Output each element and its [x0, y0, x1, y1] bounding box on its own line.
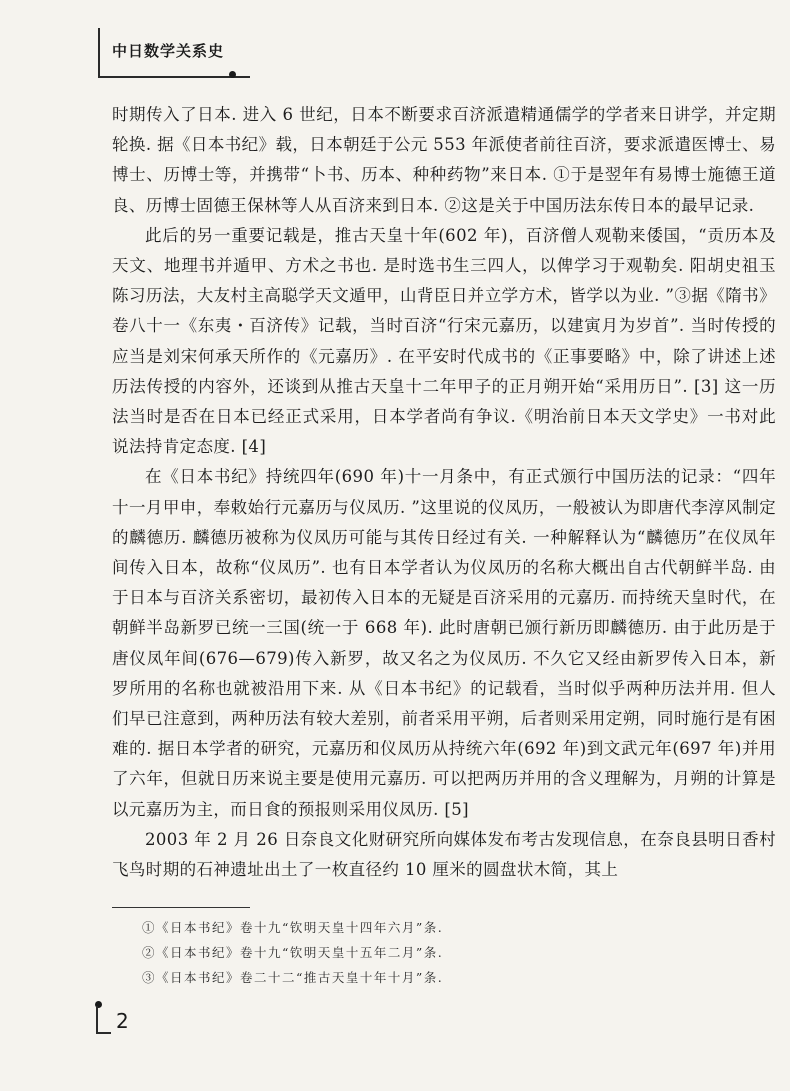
folio-bracket-ornament [96, 1006, 111, 1034]
body-text [112, 100, 776, 885]
page-number: 2 [116, 1009, 129, 1033]
footnotes [142, 915, 742, 990]
footnote: ①《日本书纪》卷十九“钦明天皇十四年六月”条. [142, 920, 444, 935]
paragraph: 时期传入了日本. 进入 6 世纪，日本不断要求百济派遣精通儒学的学者来日讲学，并定期轮换. 据《日本书纪》载，日本朝廷于公元 553 年派使者前往百济，要求派遣医博士、易博士、历博士等，并携带“卜书、历本、种种药物”来日本. ①于是翌年有易博士施德王道良、历博士固德王保林等人从百济来到日本. ②这是关于中国历法东传日本的最早记录. [112, 105, 776, 215]
paragraph: 此后的另一重要记载是，推古天皇十年(602 年)，百济僧人观勒来倭国，“贡历本及天文、地理书并遁甲、方术之书也. 是时选书生三四人，以俾学习于观勒矣. 阳胡史祖玉陈习历法，大友村主高聪学天文遁甲，山背臣日并立学方术，皆学以为业. ”③据《隋书》卷八十一《东夷・百济传》记载，当时百济“行宋元嘉历，以建寅月为岁首”. 当时传授的应当是刘宋何承天所作的《元嘉历》. 在平安时代成书的《正事要略》中，除了讲述上述历法传授的内容外，还谈到从推古天皇十二年甲子的正月朔开始“采用历日”. [3] 这一历法当时是否在日本已经正式采用，日本学者尚有争议.《明治前日本天文学史》一书对此说法持肯定态度. [4] [112, 225, 776, 457]
header-dot-ornament [229, 71, 236, 78]
footnote: ②《日本书纪》卷十九“钦明天皇十五年二月”条. [142, 945, 444, 960]
running-header-title: 中日数学关系史 [112, 42, 225, 60]
footnote-separator [112, 907, 250, 908]
paragraph: 2003 年 2 月 26 日奈良文化财研究所向媒体发布考古发现信息，在奈良县明日香村飞鸟时期的石神遗址出土了一枚直径约 10 厘米的圆盘状木简，其上 [112, 829, 776, 880]
footnote: ③《日本书纪》卷二十二“推古天皇十年十月”条. [142, 970, 444, 985]
paragraph: 在《日本书纪》持统四年(690 年)十一月条中，有正式颁行中国历法的记录：“四年十一月甲申，奉敕始行元嘉历与仪凤历. ”这里说的仪凤历，一般被认为即唐代李淳风制定的麟德历. 麟德历被称为仪凤历可能与其传日经过有关. 一种解释认为“麟德历”在仪凤年间传入日本，故称“仪凤历”. 也有日本学者认为仪凤历的名称大概出自古代朝鲜半岛. 由于日本与百济关系密切，最初传入日本的无疑是百济采用的元嘉历. 而持统天皇时代，在朝鲜半岛新罗已统一三国(统一于 668 年). 此时唐朝已颁行新历即麟德历. 由于此历是于唐仪凤年间(676—679)传入新罗，故又名之为仪凤历. 不久它又经由新罗传入日本，新罗所用的名称也就被沿用下来. 从《日本书纪》的记载看，当时似乎两种历法并用. 但人们早已注意到，两种历法有较大差别，前者采用平朔，后者则采用定朔，同时施行是有困难的. 据日本学者的研究，元嘉历和仪凤历从持统六年(692 年)到文武元年(697 年)并用了六年，但就日历来说主要是使用元嘉历. 可以把两历并用的含义理解为，月朔的计算是以元嘉历为主，而日食的预报则采用仪凤历. [5] [112, 467, 776, 819]
